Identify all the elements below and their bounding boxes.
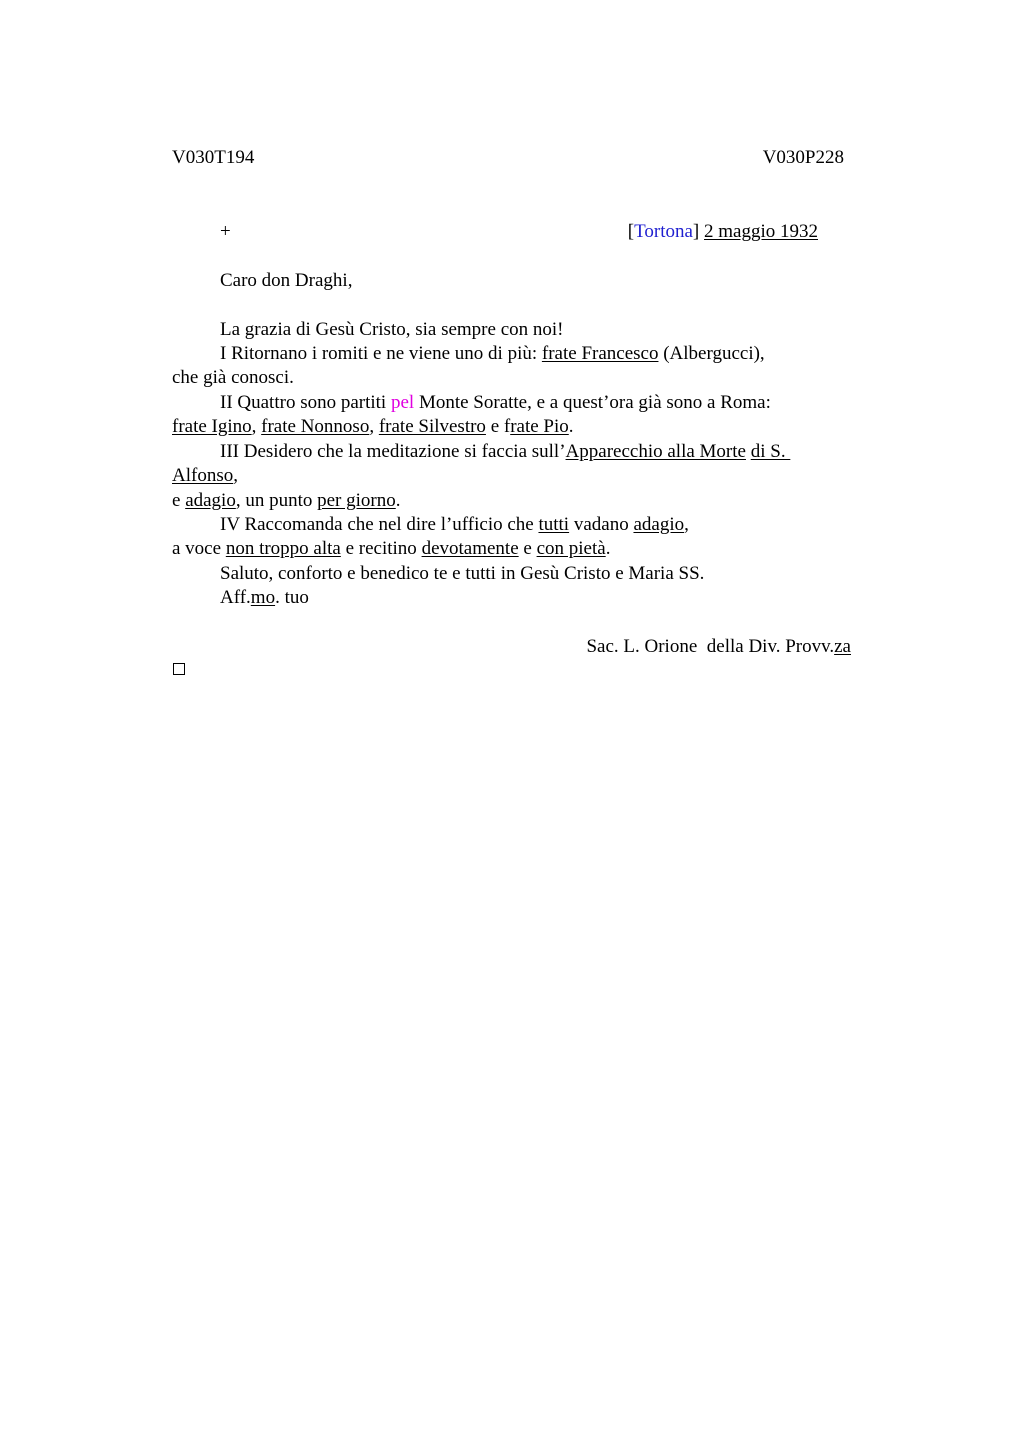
paragraph-2-line-2: frate Igino, frate Nonnoso, frate Silvestro e frate Pio. [172, 416, 574, 437]
paragraph-3-line-3: e adagio, un punto per giorno. [172, 490, 401, 511]
place-date-line [628, 220, 818, 244]
place-name: Tortona [634, 221, 693, 242]
document-code-right: V030P228 [762, 147, 844, 168]
letter-date: 2 maggio 1932 [704, 221, 818, 242]
paragraph-4-line-2: a voce non troppo alta e recitino devotamente e con pietà. [172, 538, 611, 559]
cross-symbol: + [220, 221, 231, 242]
salutation: Caro don Draghi, [220, 270, 353, 291]
paragraph-2-line-1: II Quattro sono partiti pel Monte Soratte, e a quest’ora già sono a Roma: [220, 392, 771, 413]
signature: Sac. L. Orione della Div. Provv.za [586, 636, 851, 657]
bracket-close: ] [692, 221, 700, 242]
closing-line: Aff.mo. tuo [220, 587, 309, 608]
greeting-line: La grazia di Gesù Cristo, sia sempre con noi! [220, 319, 564, 340]
paragraph-3-line-2: Alfonso, [172, 465, 238, 486]
document-code-left: V030T194 [172, 147, 255, 168]
paragraph-4-line-1: IV Raccomanda che nel dire l’ufficio che tutti vadano adagio, [220, 514, 689, 535]
paragraph-1-line-1: I Ritornano i romiti e ne viene uno di più: frate Francesco (Albergucci), [220, 343, 765, 364]
bracket-open: [ [627, 221, 635, 242]
paragraph-1-line-2: che già conosci. [172, 367, 294, 388]
underlined-text: frate Francesco [541, 343, 659, 364]
paragraph-3-line-1: III Desidero che la meditazione si faccia sull’Apparecchio alla Morte di S. [220, 441, 791, 462]
end-marker-box [173, 663, 185, 675]
blessing-line: Saluto, conforto e benedico te e tutti in Gesù Cristo e Maria SS. [220, 563, 705, 584]
highlighted-word: pel [390, 392, 415, 413]
